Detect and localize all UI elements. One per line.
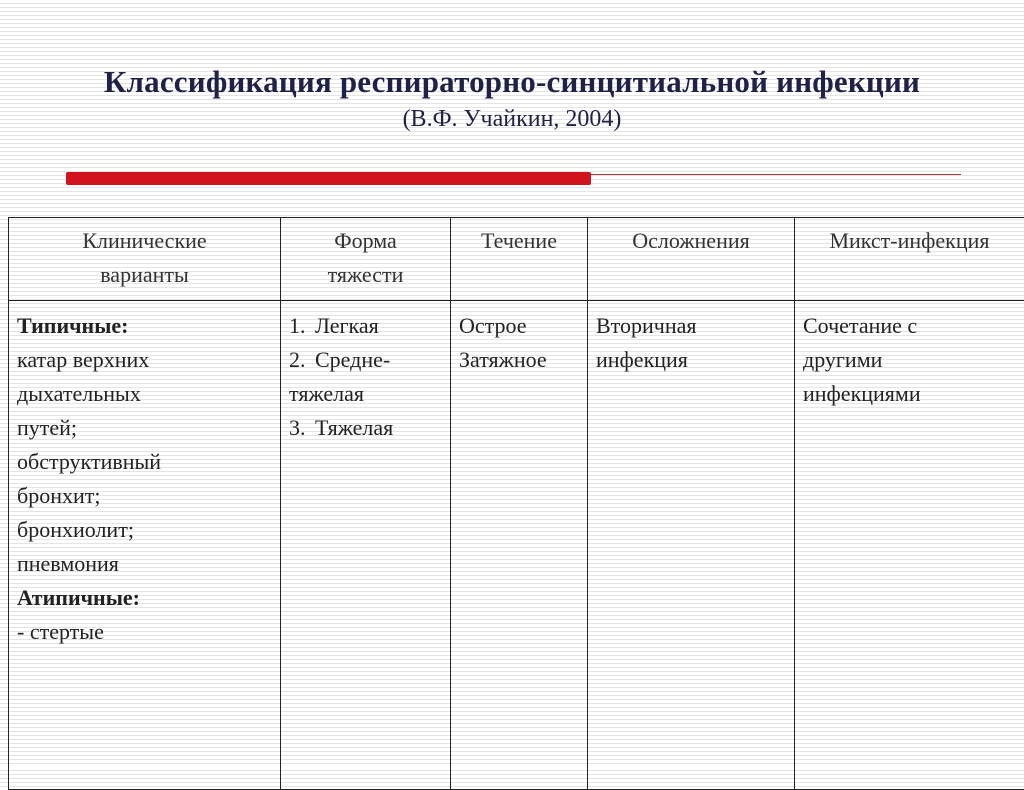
severity-item-text: Легкая	[315, 309, 442, 343]
course-item: Острое	[459, 309, 579, 343]
typical-item: обструктивный	[17, 445, 272, 479]
typical-item: пневмония	[17, 547, 272, 581]
severity-item	[289, 343, 442, 411]
table-header-row	[9, 218, 1024, 301]
header-severity-line-1: Форма	[289, 224, 442, 258]
mixed-text: инфекциями	[803, 377, 1016, 411]
header-severity-form	[281, 218, 451, 301]
cell-severity-forms	[281, 301, 451, 790]
typical-heading: Типичные:	[17, 309, 272, 343]
severity-item-number: 2.	[289, 343, 306, 377]
typical-item: путей;	[17, 411, 272, 445]
typical-item: бронхиолит;	[17, 513, 272, 547]
title-underline-bar	[66, 172, 591, 185]
typical-item: бронхит;	[17, 479, 272, 513]
header-severity-line-2: тяжести	[289, 258, 442, 292]
severity-item	[289, 309, 442, 343]
severity-item-text: Средне-	[315, 343, 442, 377]
cell-course	[451, 301, 588, 790]
header-clinical-line-1: Клинические	[17, 224, 272, 258]
complications-text: Вторичная	[596, 309, 786, 343]
severity-item-text: Тяжелая	[315, 411, 442, 445]
header-mixed-infection	[795, 218, 1024, 301]
severity-item-number: 3.	[289, 411, 306, 445]
header-complications	[588, 218, 795, 301]
mixed-text: Сочетание с	[803, 309, 1016, 343]
header-mixed-label: Микст-инфекция	[803, 224, 1016, 258]
severity-list	[289, 309, 442, 445]
slide-subtitle: (В.Ф. Учайкин, 2004)	[0, 106, 1024, 133]
severity-item	[289, 411, 442, 445]
complications-text: инфекция	[596, 343, 786, 377]
atypical-heading: Атипичные:	[17, 581, 272, 615]
table-row	[9, 301, 1024, 790]
slide-title: Классификация респираторно-синцитиальной инфекции	[0, 64, 1024, 100]
title-underline-thin-line	[591, 174, 961, 175]
cell-mixed-infection	[795, 301, 1024, 790]
typical-item: дыхательных	[17, 377, 272, 411]
mixed-text: другими	[803, 343, 1016, 377]
header-course-label: Течение	[459, 224, 579, 258]
severity-item-number: 1.	[289, 309, 306, 343]
cell-complications	[588, 301, 795, 790]
atypical-item: - стертые	[17, 615, 272, 649]
header-complications-label: Осложнения	[596, 224, 786, 258]
header-course	[451, 218, 588, 301]
classification-table	[8, 217, 1024, 790]
typical-item: катар верхних	[17, 343, 272, 377]
course-item: Затяжное	[459, 343, 579, 377]
header-clinical-line-2: варианты	[17, 258, 272, 292]
cell-clinical-variants	[9, 301, 281, 790]
header-clinical-variants	[9, 218, 281, 301]
severity-item-text: тяжелая	[289, 377, 442, 411]
